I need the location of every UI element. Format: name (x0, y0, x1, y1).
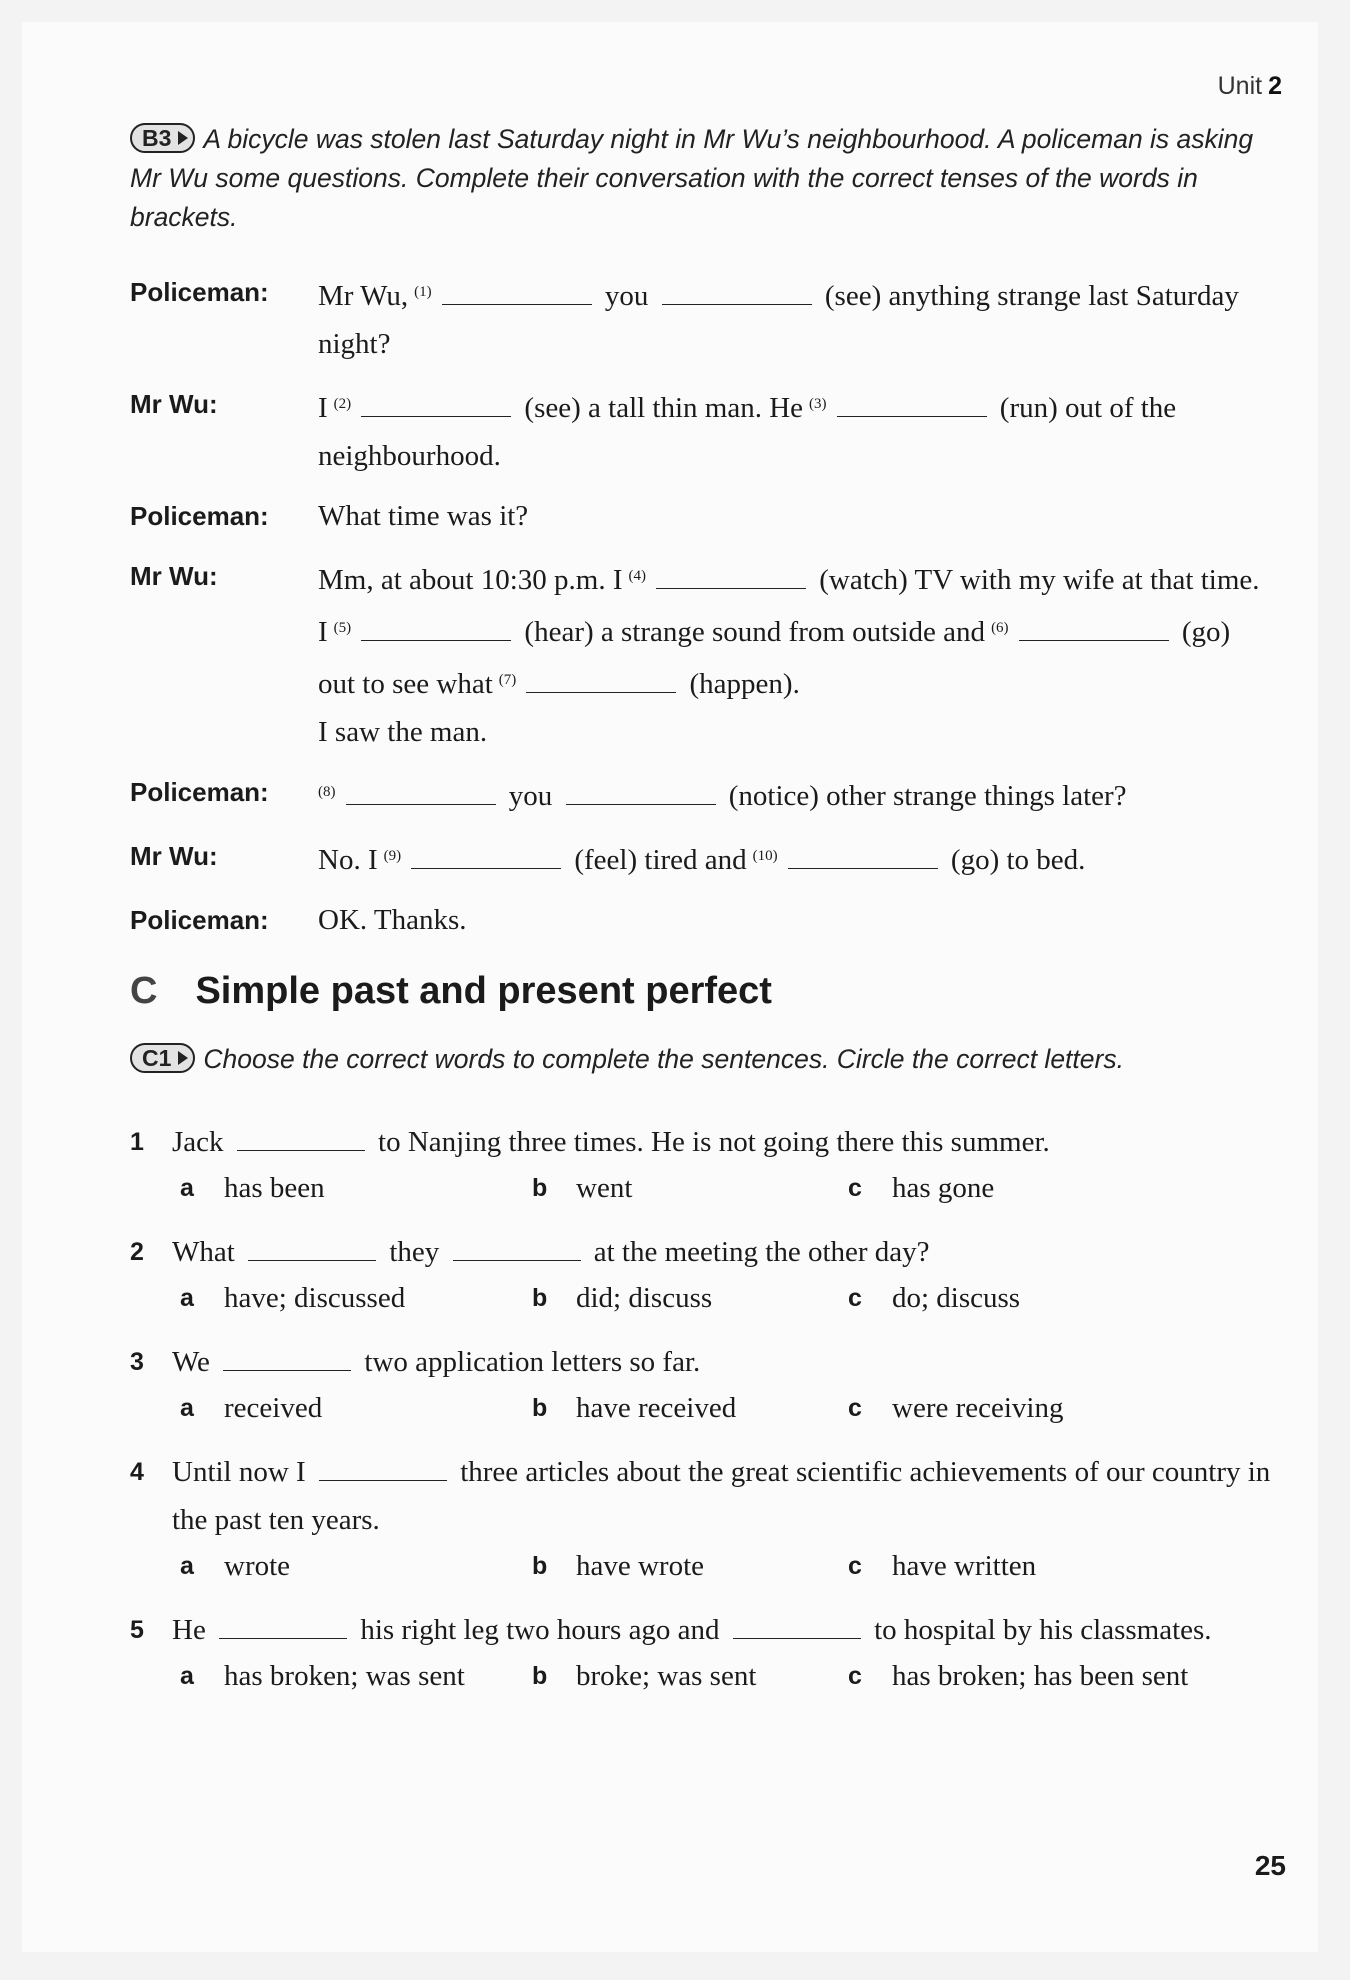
option-c[interactable]: c has broken; has been sent (848, 1660, 1189, 1692)
c1-badge: C1 (130, 1043, 195, 1073)
dialog-line: I $^{(2)}$ (see) a tall thin man. He $^{(3)}$ (run) out of the neighbourhood. (318, 392, 1177, 472)
options (130, 1544, 1280, 1588)
question-number: 3 (130, 1348, 144, 1376)
conversation (130, 268, 1270, 956)
question-item (130, 1338, 1280, 1430)
answer-blank[interactable] (453, 1240, 581, 1261)
option-b[interactable]: b have wrote (532, 1550, 705, 1582)
question-number: 4 (130, 1458, 144, 1486)
speaker: Mr Wu: (130, 561, 218, 591)
speaker: Policeman: (130, 501, 269, 531)
option-a[interactable]: a wrote (180, 1550, 291, 1582)
options (130, 1386, 1280, 1430)
b3-instruction (130, 120, 1260, 237)
answer-blank-1b[interactable] (662, 284, 812, 305)
answer-blank[interactable] (237, 1130, 365, 1151)
answer-blank-8b[interactable] (566, 784, 716, 805)
b3-badge: B3 (130, 123, 195, 153)
dialog-line: OK. Thanks. (318, 904, 467, 936)
answer-blank[interactable] (319, 1460, 447, 1481)
unit-header (1218, 72, 1282, 101)
option-b[interactable]: b went (532, 1172, 633, 1204)
question-item (130, 1228, 1280, 1320)
question-item (130, 1606, 1280, 1698)
answer-blank-5[interactable] (361, 620, 511, 641)
answer-blank-4[interactable] (656, 568, 806, 589)
answer-blank-3[interactable] (837, 396, 987, 417)
option-b[interactable]: b did; discuss (532, 1282, 713, 1314)
option-a[interactable]: a have; discussed (180, 1282, 406, 1314)
answer-blank-2[interactable] (361, 396, 511, 417)
speaker: Mr Wu: (130, 389, 218, 419)
speaker: Policeman: (130, 777, 269, 807)
section-letter: C (130, 970, 158, 1012)
question-text: Jack to Nanjing three times. He is not going there this summer. (172, 1126, 1050, 1158)
answer-blank[interactable] (223, 1350, 351, 1371)
options (130, 1654, 1280, 1698)
question-item (130, 1448, 1280, 1588)
answer-blank-10[interactable] (788, 848, 938, 869)
option-a[interactable]: a has been (180, 1172, 325, 1204)
question-number: 2 (130, 1238, 144, 1266)
option-c[interactable]: c do; discuss (848, 1282, 1021, 1314)
c1-instruction (130, 1040, 1260, 1079)
option-c[interactable]: c have written (848, 1550, 1037, 1582)
unit-number: 2 (1268, 72, 1282, 100)
dialog-row (130, 268, 1270, 368)
dialog-line: Mr Wu, $^{(1)}$ you (see) anything strange last Saturday night? (318, 280, 1239, 360)
option-a[interactable]: a received (180, 1392, 323, 1424)
dialog-row (130, 492, 1270, 540)
dialog-line: Mm, at about 10:30 p.m. I $^{(4)}$ (watch) TV with my wife at that time. I $^{(5)}$ (hear) a strange sound from outside and $^{(6)}$ (go) out to see what $^{(7)}$ (happen). I saw the man. (318, 564, 1260, 748)
dialog-line: $^{(8)}$ you (notice) other strange things later? (318, 780, 1127, 812)
question-text: We two application letters so far. (172, 1346, 701, 1378)
b3-instruction-text: A bicycle was stolen last Saturday night in Mr Wu’s neighbourhood. A policeman is asking Mr Wu some questions. Complete their conversation with the correct tenses of the words in brackets. (130, 124, 1254, 232)
dialog-line: No. I $^{(9)}$ (feel) tired and $^{(10)}$ (go) to bed. (318, 844, 1086, 876)
answer-blank-8[interactable] (346, 784, 496, 805)
speaker: Policeman: (130, 905, 269, 935)
questions-list (130, 1118, 1280, 1716)
answer-blank-9[interactable] (411, 848, 561, 869)
options (130, 1276, 1280, 1320)
dialog-row (130, 768, 1270, 820)
option-c[interactable]: c has gone (848, 1172, 995, 1204)
speaker: Mr Wu: (130, 841, 218, 871)
question-text: Until now I three articles about the great scientific achievements of our country in the past ten years. (172, 1456, 1271, 1536)
answer-blank[interactable] (733, 1618, 861, 1639)
unit-label: Unit (1217, 72, 1263, 100)
dialog-row (130, 832, 1270, 884)
question-number: 5 (130, 1616, 144, 1644)
section-heading: Simple past and present perfect (195, 970, 772, 1012)
options (130, 1166, 1280, 1210)
answer-blank-1[interactable] (442, 284, 592, 305)
c1-instruction-text: Choose the correct words to complete the sentences. Circle the correct letters. (203, 1044, 1124, 1074)
option-b[interactable]: b have received (532, 1392, 737, 1424)
question-text: He his right leg two hours ago and to hospital by his classmates. (172, 1614, 1212, 1646)
question-text: What they at the meeting the other day? (172, 1236, 930, 1268)
dialog-row (130, 896, 1270, 944)
option-c[interactable]: c were receiving (848, 1392, 1064, 1424)
dialog-row (130, 380, 1270, 480)
question-number: 1 (130, 1128, 144, 1156)
option-a[interactable]: a has broken; was sent (180, 1660, 465, 1692)
question-item (130, 1118, 1280, 1210)
answer-blank-7[interactable] (526, 672, 676, 693)
page-number: 25 (1254, 1850, 1286, 1881)
section-title (130, 970, 772, 1013)
answer-blank[interactable] (219, 1618, 347, 1639)
option-b[interactable]: b broke; was sent (532, 1660, 757, 1692)
play-triangle-icon (178, 131, 188, 145)
answer-blank[interactable] (248, 1240, 376, 1261)
play-triangle-icon (178, 1051, 188, 1065)
dialog-line: What time was it? (318, 500, 529, 532)
dialog-row (130, 552, 1270, 756)
speaker: Policeman: (130, 277, 269, 307)
answer-blank-6[interactable] (1019, 620, 1169, 641)
